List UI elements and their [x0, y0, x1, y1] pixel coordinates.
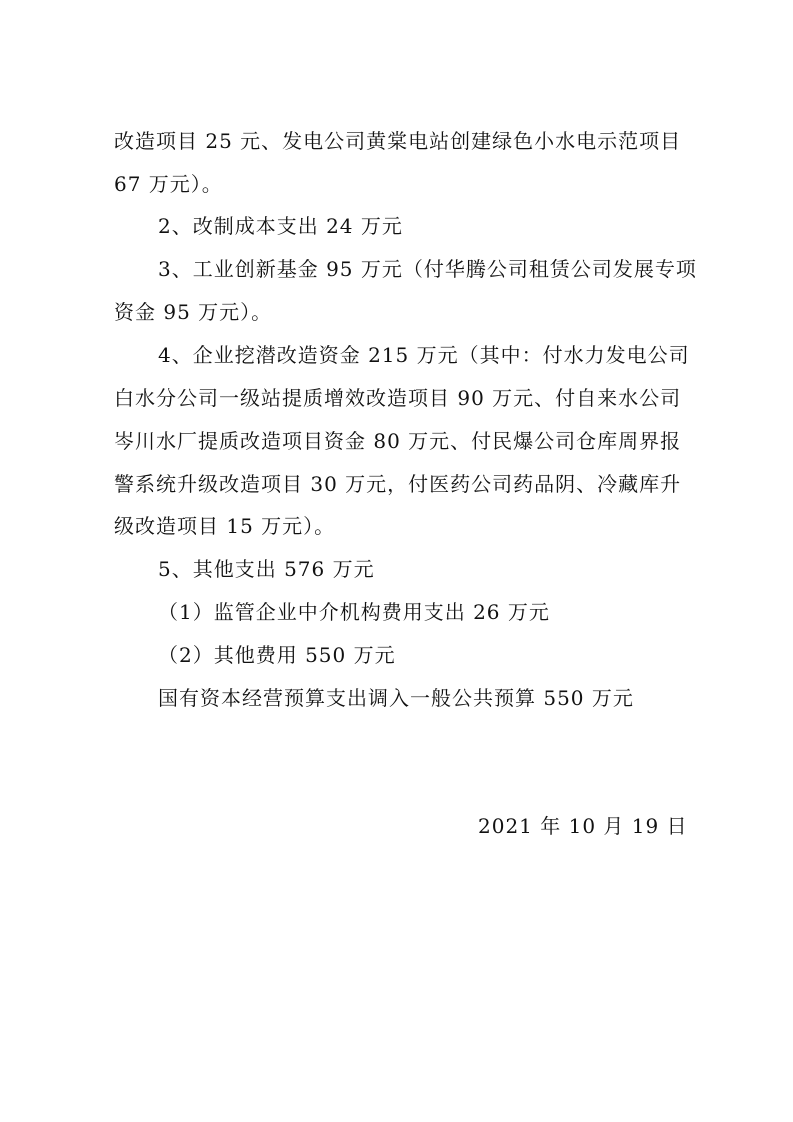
- text-line-7: 白水分公司一级站提质增效改造项目 90 万元、付自来水公司: [114, 386, 682, 410]
- text-line-10: 级改造项目 15 万元）。: [114, 514, 336, 538]
- text-line-5: 资金 95 万元）。: [114, 300, 273, 324]
- item-2-reform-cost: 2、改制成本支出 24 万元: [158, 214, 403, 238]
- document-date: 2021 年 10 月 19 日: [478, 814, 688, 838]
- text-line-8: 岑川水厂提质改造项目资金 80 万元、付民爆公司仓库周界报: [114, 429, 682, 453]
- text-line-9: 警系统升级改造项目 30 万元，付医药公司药品阴、冷藏库升: [114, 472, 682, 496]
- transfer-statement: 国有资本经营预算支出调入一般公共预算 550 万元: [158, 686, 634, 710]
- text-line-2: 67 万元）。: [114, 172, 223, 196]
- sub-item-1: （1）监管企业中介机构费用支出 26 万元: [158, 600, 550, 624]
- sub-item-2: （2）其他费用 550 万元: [158, 643, 396, 667]
- text-line-1: 改造项目 25 元、发电公司黄棠电站创建绿色小水电示范项目: [114, 129, 682, 153]
- item-4-enterprise-fund: 4、企业挖潜改造资金 215 万元（其中：付水力发电公司: [158, 343, 690, 367]
- item-3-innovation-fund: 3、工业创新基金 95 万元（付华腾公司租赁公司发展专项: [158, 257, 697, 281]
- item-5-other-expenses: 5、其他支出 576 万元: [158, 557, 375, 581]
